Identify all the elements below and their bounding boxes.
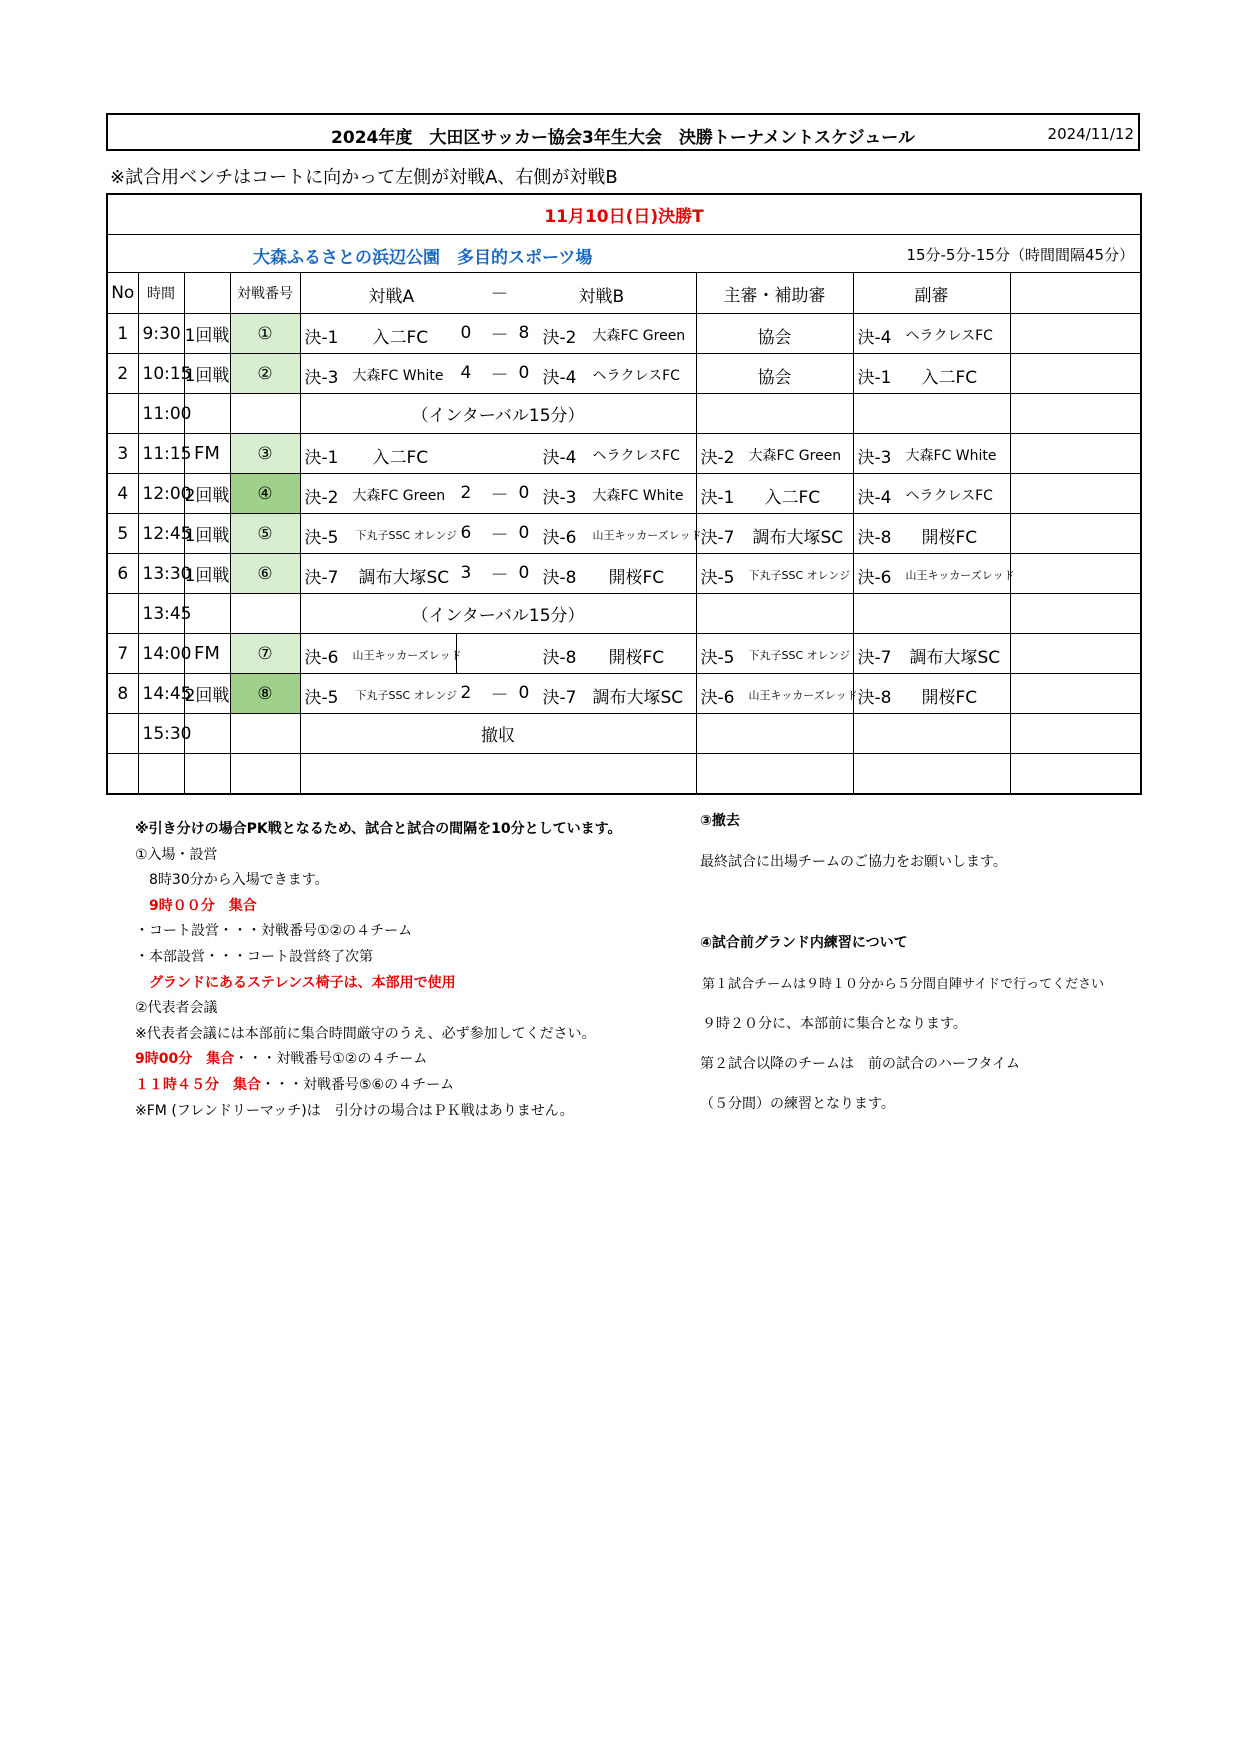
match-number: ⑧ — [230, 674, 300, 714]
table-row — [107, 394, 1141, 434]
row-round: 1回戦 — [184, 554, 230, 594]
referee-team: 入二FC — [764, 488, 821, 508]
interval-text: （インターバル15分） — [300, 394, 696, 434]
note-chairs: グランドにあるステレンス椅子は、本部用で使用 — [135, 974, 456, 991]
row-no: 3 — [107, 434, 138, 474]
note-meeting-1-teams: ・・・対戦番号①②の４チーム — [234, 1051, 428, 1068]
note-fm-rule: ※FM (フレンドリーマッチ)は 引分けの場合はＰＫ戦はありません。 — [135, 1102, 574, 1119]
referee-seed: 決-6 — [700, 688, 735, 708]
table-row — [107, 514, 1141, 554]
title-box — [106, 113, 1140, 151]
row-round — [184, 754, 230, 795]
notes-left — [135, 817, 622, 1124]
match-number: ① — [230, 314, 300, 354]
team-b: 調布大塚SC — [592, 688, 684, 708]
day-title: 11月10日(日)決勝T — [107, 194, 1141, 235]
referee-cell — [696, 754, 853, 795]
sub-referee-team: 開桜FC — [921, 688, 978, 708]
sub-referee-team: ヘラクレスFC — [905, 488, 993, 504]
team-a: 山王キッカーズレッド — [352, 649, 462, 662]
sub-referee-cell — [853, 554, 1015, 594]
referee-cell — [696, 674, 858, 714]
table-row — [107, 594, 1141, 634]
team-a-seed: 決-1 — [304, 328, 339, 348]
sub-referee-cell — [853, 474, 1010, 514]
row-no — [107, 754, 138, 795]
table-row — [107, 714, 1141, 754]
row-no — [107, 714, 138, 754]
referee-team: 大森FC Green — [748, 448, 842, 464]
row-no: 4 — [107, 474, 138, 514]
score-b: 0 — [518, 563, 530, 583]
team-a-seed: 決-7 — [304, 568, 339, 588]
referee-cell — [696, 434, 853, 474]
sub-referee-seed: 決-8 — [857, 528, 892, 548]
team-b: 大森FC White — [592, 488, 684, 504]
row-time: 13:45 — [138, 594, 184, 634]
sub-referee-cell — [853, 434, 1010, 474]
table-row — [107, 434, 1141, 474]
extra-cell — [1010, 434, 1141, 474]
note-teardown-heading: ③撤去 — [700, 813, 740, 829]
referee-team: 下丸子SSC オレンジ — [748, 569, 851, 582]
table-row — [107, 314, 1141, 354]
sub-referee-cell — [853, 394, 1010, 434]
col-time: 時間 — [138, 273, 184, 314]
team-a: 下丸子SSC オレンジ — [355, 529, 458, 542]
match-number — [230, 394, 300, 434]
row-time: 9:30 — [138, 314, 184, 354]
sub-referee-team: ヘラクレスFC — [905, 328, 993, 344]
row-no: 1 — [107, 314, 138, 354]
schedule-table — [106, 193, 1142, 795]
table-row — [107, 554, 1141, 594]
sub-referee-team: 開桜FC — [921, 528, 978, 548]
row-round: 1回戦 — [184, 354, 230, 394]
row-time: 13:30 — [138, 554, 184, 594]
score-dash: － — [490, 485, 509, 506]
team-b-seed: 決-3 — [542, 488, 577, 508]
col-round — [184, 273, 230, 314]
note-meeting-2 — [135, 1073, 622, 1099]
row-no: 6 — [107, 554, 138, 594]
header-row — [107, 273, 1141, 314]
extra-cell — [1010, 314, 1141, 354]
page-title: 2024年度 大田区サッカー協会3年生大会 決勝トーナメントスケジュール — [331, 128, 915, 148]
note-meeting-rule: ※代表者会議には本部前に集合時間厳守のうえ、必ず参加してください。 — [135, 1025, 596, 1042]
row-no: 2 — [107, 354, 138, 394]
match-cell — [300, 554, 696, 594]
cell-divider — [456, 634, 457, 673]
team-a: 大森FC White — [352, 368, 444, 384]
note-practice-2: ９時２０分に、本部前に集合となります。 — [702, 1016, 967, 1032]
score-a: 3 — [460, 563, 472, 583]
teardown-text: 撤収 — [300, 714, 696, 754]
team-b-seed: 決-7 — [542, 688, 577, 708]
extra-cell — [1010, 554, 1141, 594]
col-dash: － — [490, 284, 509, 305]
team-b-seed: 決-4 — [542, 448, 577, 468]
team-b: 山王キッカーズレッド — [592, 529, 702, 542]
team-b-seed: 決-6 — [542, 528, 577, 548]
referee-cell — [696, 594, 853, 634]
extra-cell — [1010, 354, 1141, 394]
document-date: 2024/11/12 — [1047, 125, 1134, 143]
table-row — [107, 354, 1141, 394]
col-referee: 主審・補助審 — [696, 273, 853, 314]
team-b: ヘラクレスFC — [592, 368, 680, 384]
team-b: 開桜FC — [608, 568, 665, 588]
sub-referee-team: 山王キッカーズレッド — [905, 569, 1015, 582]
team-b-seed: 決-4 — [542, 368, 577, 388]
sub-referee-cell — [853, 314, 1010, 354]
match-number — [230, 754, 300, 795]
extra-cell — [1010, 714, 1141, 754]
match-cell — [300, 354, 696, 394]
bench-note: ※試合用ベンチはコートに向かって左側が対戦A、右側が対戦B — [110, 167, 618, 188]
extra-cell — [1010, 634, 1141, 674]
row-no: 8 — [107, 674, 138, 714]
interval-text: （インターバル15分） — [300, 594, 696, 634]
sub-referee-cell — [853, 354, 1010, 394]
referee-team: 山王キッカーズレッド — [748, 689, 858, 702]
note-practice-4: （５分間）の練習となります。 — [700, 1096, 895, 1112]
sub-referee-seed: 決-4 — [857, 328, 892, 348]
sub-referee-cell — [853, 514, 1010, 554]
table-row — [107, 634, 1141, 674]
team-a: 入二FC — [372, 448, 429, 468]
referee: 協会 — [757, 328, 792, 348]
note-draw-rule: ※引き分けの場合PK戦となるため、試合と試合の間隔を10分としています。 — [135, 821, 622, 837]
sub-referee-seed: 決-6 — [857, 568, 892, 588]
team-a-seed: 決-5 — [304, 528, 339, 548]
score-dash: － — [490, 525, 509, 546]
team-a-seed: 決-3 — [304, 368, 339, 388]
referee-cell — [696, 714, 853, 754]
team-a: 調布大塚SC — [358, 568, 450, 588]
col-team-b: 対戦B — [578, 287, 625, 307]
extra-cell — [1010, 754, 1141, 795]
col-match-no: 対戦番号 — [230, 273, 300, 314]
match-number: ② — [230, 354, 300, 394]
referee-cell — [696, 514, 853, 554]
sub-referee-cell — [853, 634, 1010, 674]
sub-referee-team: 大森FC White — [905, 448, 997, 464]
referee-seed: 決-2 — [700, 448, 735, 468]
row-round: 2回戦 — [184, 674, 230, 714]
match-cell — [300, 514, 702, 554]
match-number: ④ — [230, 474, 300, 514]
sub-referee-team: 調布大塚SC — [909, 648, 1001, 668]
score-a: 6 — [460, 523, 472, 543]
score-a: 4 — [460, 363, 472, 383]
team-b-seed: 決-8 — [542, 648, 577, 668]
score-b: 0 — [518, 683, 530, 703]
note-entry-time: 8時30分から入場できます。 — [135, 872, 329, 889]
team-a-seed: 決-5 — [304, 688, 339, 708]
referee-seed: 決-7 — [700, 528, 735, 548]
match-number — [230, 594, 300, 634]
score-b: 0 — [518, 363, 530, 383]
match-number: ③ — [230, 434, 300, 474]
referee-cell — [696, 354, 853, 394]
row-time: 15:30 — [138, 714, 184, 754]
match-duration: 15分-5分-15分（時間間隔45分） — [906, 246, 1135, 264]
team-a-seed: 決-1 — [304, 448, 339, 468]
note-practice-1: 第１試合チームは９時１０分から５分間自陣サイドで行ってください — [702, 977, 1105, 992]
note-meeting-2-time: １１時４５分 集合 — [135, 1076, 261, 1093]
note-meeting-1-time: 9時00分 集合 — [135, 1051, 235, 1068]
sub-referee-seed: 決-3 — [857, 448, 892, 468]
match-number: ⑤ — [230, 514, 300, 554]
score-dash: － — [490, 325, 509, 346]
row-no: 7 — [107, 634, 138, 674]
team-a: 入二FC — [372, 328, 429, 348]
row-time — [138, 754, 184, 795]
row-time: 14:00 — [138, 634, 184, 674]
extra-cell — [1010, 474, 1141, 514]
row-no: 5 — [107, 514, 138, 554]
venue-name: 大森ふるさとの浜辺公園 多目的スポーツ場 — [253, 248, 593, 268]
venue-row — [107, 235, 1141, 273]
col-extra — [1010, 273, 1141, 314]
note-meeting-2-teams: ・・・対戦番号⑤⑥の４チーム — [261, 1076, 455, 1093]
col-team-a: 対戦A — [368, 287, 415, 307]
score-b: 8 — [518, 323, 530, 343]
team-a: 大森FC Green — [352, 488, 446, 504]
match-number: ⑥ — [230, 554, 300, 594]
referee-seed: 決-5 — [700, 568, 735, 588]
row-time: 10:15 — [138, 354, 184, 394]
sub-referee-team: 入二FC — [921, 368, 978, 388]
row-round: 1回戦 — [184, 514, 230, 554]
note-court-setup: ・コート設営・・・対戦番号①②の４チーム — [135, 923, 413, 940]
note-practice-heading: ④試合前グランド内練習について — [700, 935, 908, 951]
referee-cell — [696, 554, 853, 594]
row-time: 12:00 — [138, 474, 184, 514]
sub-referee-seed: 決-4 — [857, 488, 892, 508]
match-number — [230, 714, 300, 754]
match-cell — [300, 434, 696, 474]
note-meeting-1 — [135, 1047, 622, 1073]
referee-seed: 決-5 — [700, 648, 735, 668]
row-no — [107, 594, 138, 634]
team-b: 開桜FC — [608, 648, 665, 668]
referee-seed: 決-1 — [700, 488, 735, 508]
extra-cell — [1010, 514, 1141, 554]
extra-cell — [1010, 674, 1141, 714]
extra-cell — [1010, 594, 1141, 634]
row-time: 11:00 — [138, 394, 184, 434]
score-a: 2 — [460, 683, 472, 703]
match-cell — [300, 634, 696, 674]
note-hq-setup: ・本部設営・・・コート設営終了次第 — [135, 948, 373, 965]
team-b: 大森FC Green — [592, 328, 686, 344]
sub-referee-seed: 決-8 — [857, 688, 892, 708]
team-b-seed: 決-2 — [542, 328, 577, 348]
referee-team: 調布大塚SC — [752, 528, 844, 548]
note-gather-time: 9時００分 集合 — [135, 897, 257, 914]
note-entry-heading: ①入場・設営 — [135, 846, 218, 863]
score-dash: － — [490, 685, 509, 706]
extra-cell — [1010, 394, 1141, 434]
score-b: 0 — [518, 483, 530, 503]
row-time: 14:45 — [138, 674, 184, 714]
score-a: 0 — [460, 323, 472, 343]
match-cell — [300, 674, 696, 714]
team-b-seed: 決-8 — [542, 568, 577, 588]
score-dash: － — [490, 565, 509, 586]
match-number: ⑦ — [230, 634, 300, 674]
referee-cell — [696, 634, 853, 674]
row-round: FM — [184, 634, 230, 674]
match-cell — [300, 474, 696, 514]
referee-cell — [696, 314, 853, 354]
team-a-seed: 決-6 — [304, 648, 339, 668]
sub-referee-cell — [853, 674, 1010, 714]
row-round: 2回戦 — [184, 474, 230, 514]
match-cell — [300, 314, 696, 354]
team-a-seed: 決-2 — [304, 488, 339, 508]
table-row — [107, 754, 1141, 795]
row-time: 11:15 — [138, 434, 184, 474]
note-meeting-heading: ②代表者会議 — [135, 1000, 218, 1017]
note-practice-3: 第２試合以降のチームは 前の試合のハーフタイム — [700, 1056, 1021, 1072]
table-row — [107, 674, 1141, 714]
row-time: 12:45 — [138, 514, 184, 554]
referee: 協会 — [757, 368, 792, 388]
score-b: 0 — [518, 523, 530, 543]
sub-referee-cell — [853, 754, 1010, 795]
col-match — [300, 273, 696, 314]
sub-referee-cell — [853, 594, 1010, 634]
team-b: ヘラクレスFC — [592, 448, 680, 464]
score-a: 2 — [460, 483, 472, 503]
referee-cell — [696, 474, 853, 514]
col-sub-referee: 副審 — [853, 273, 1010, 314]
sub-referee-cell — [853, 714, 1010, 754]
sub-referee-seed: 決-1 — [857, 368, 892, 388]
note-teardown-text: 最終試合に出場チームのご協力をお願いします。 — [700, 854, 1007, 870]
referee-team: 下丸子SSC オレンジ — [748, 649, 851, 662]
row-round: FM — [184, 434, 230, 474]
team-a: 下丸子SSC オレンジ — [355, 689, 458, 702]
col-no: No — [107, 273, 138, 314]
score-dash: － — [490, 365, 509, 386]
row-round: 1回戦 — [184, 314, 230, 354]
referee-cell — [696, 394, 853, 434]
match-cell — [300, 754, 696, 795]
row-no — [107, 394, 138, 434]
table-row — [107, 474, 1141, 514]
sub-referee-seed: 決-7 — [857, 648, 892, 668]
